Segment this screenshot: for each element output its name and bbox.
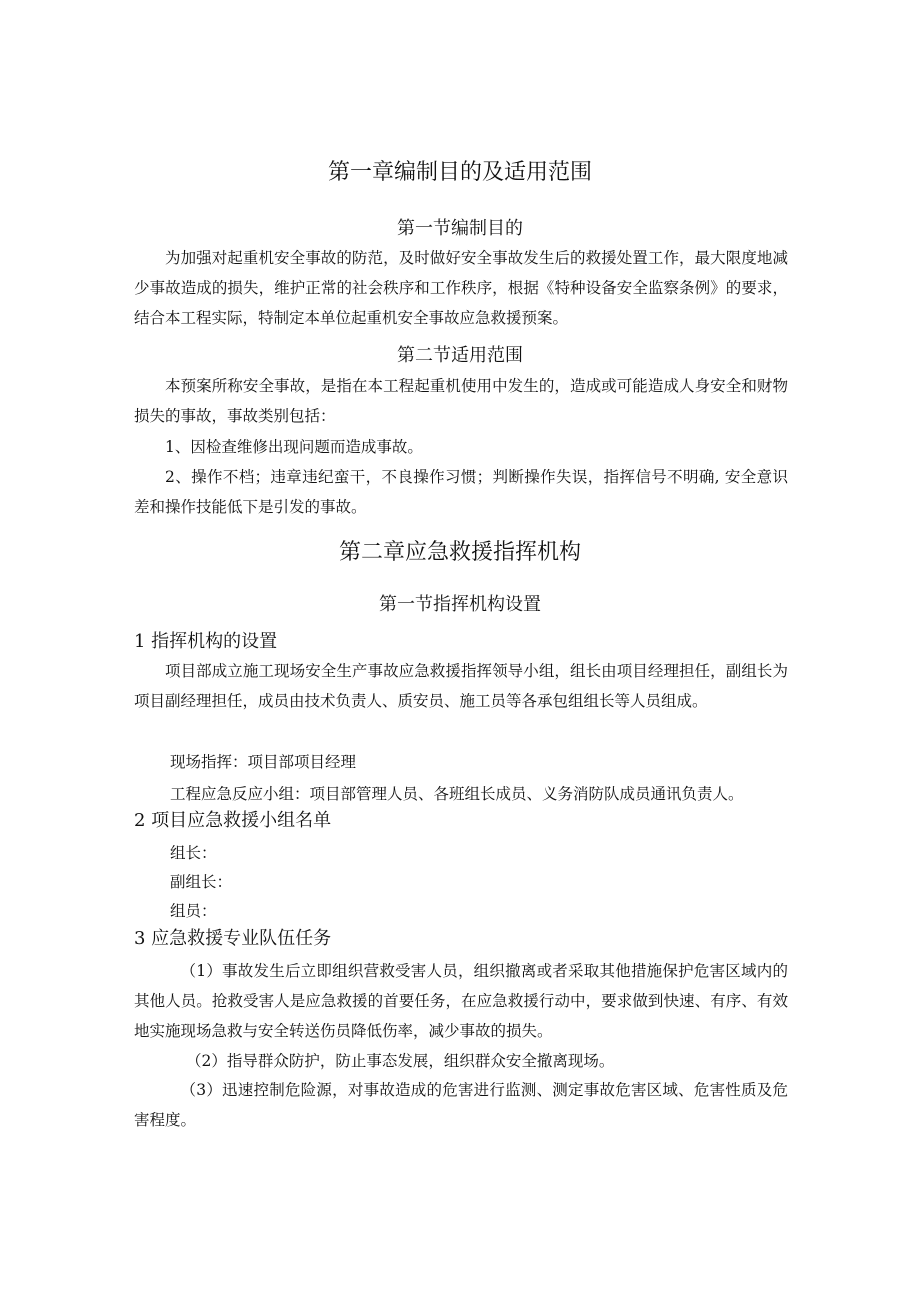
chapter1-item-2: 2、操作不档；违章违纪蛮干，不良操作习惯；判断操作失误，指挥信号不明确, 安全意识差和操作技能低下是引发的事故。 bbox=[134, 468, 788, 516]
chapter1-section2-title: 第二节适用范围 bbox=[397, 345, 523, 366]
response-team-line: 工程应急反应小组：项目部管理人员、各班组长成员、义务消防队成员通讯负责人。 bbox=[170, 785, 744, 803]
heading-rescue-team-list: 2 项目应急救援小组名单 bbox=[134, 810, 332, 831]
chapter2-section1-title: 第一节指挥机构设置 bbox=[379, 594, 541, 615]
team-member-line: 组员： bbox=[170, 902, 217, 920]
field-commander-line: 现场指挥：项目部项目经理 bbox=[170, 753, 357, 771]
rescue-task-2: （2）指导群众防护，防止事态发展，组织群众安全撤离现场。 bbox=[186, 1052, 615, 1070]
heading-command-setup: 1 指挥机构的设置 bbox=[134, 631, 278, 652]
chapter1-item-1: 1、因检查维修出现问题而造成事故。 bbox=[165, 438, 423, 456]
chapter1-title: 第一章编制目的及适用范围 bbox=[327, 160, 592, 185]
command-setup-paragraph: 项目部成立施工现场安全生产事故应急救援指挥领导小组，组长由项目经理担任，副组长为项目副经理担任，成员由技术负责人、质安员、施工员等各承包组组长等人员组成。 bbox=[134, 662, 788, 710]
heading-rescue-tasks: 3 应急救援专业队伍任务 bbox=[134, 928, 332, 949]
team-leader-line: 组长： bbox=[170, 844, 217, 862]
deputy-leader-line: 副组长： bbox=[170, 873, 233, 891]
rescue-task-3: （3）迅速控制危险源，对事故造成的危害进行监测、测定事故危害区域、危害性质及危害程度。 bbox=[134, 1081, 788, 1129]
chapter1-section2-paragraph: 本预案所称安全事故，是指在本工程起重机使用中发生的，造成或可能造成人身安全和财物损失的事故，事故类别包括： bbox=[134, 377, 788, 425]
chapter1-section1-title: 第一节编制目的 bbox=[397, 218, 523, 239]
chapter2-title: 第二章应急救援指挥机构 bbox=[338, 540, 581, 565]
chapter1-section1-paragraph: 为加强对起重机安全事故的防范，及时做好安全事故发生后的救援处置工作，最大限度地减少事故造成的损失，维护正常的社会秩序和工作秩序，根据《特种设备安全监察条例》的要求，结合本工程实际，特制定本单位起重机安全事故应急救援预案。 bbox=[134, 249, 788, 327]
rescue-task-1: （1）事故发生后立即组织营救受害人员，组织撤离或者采取其他措施保护危害区域内的其他人员。抢救受害人是应急救援的首要任务，在应急救援行动中，要求做到快速、有序、有效地实施现场急救与安全转送伤员降低伤率，减少事故的损失。 bbox=[134, 962, 788, 1040]
